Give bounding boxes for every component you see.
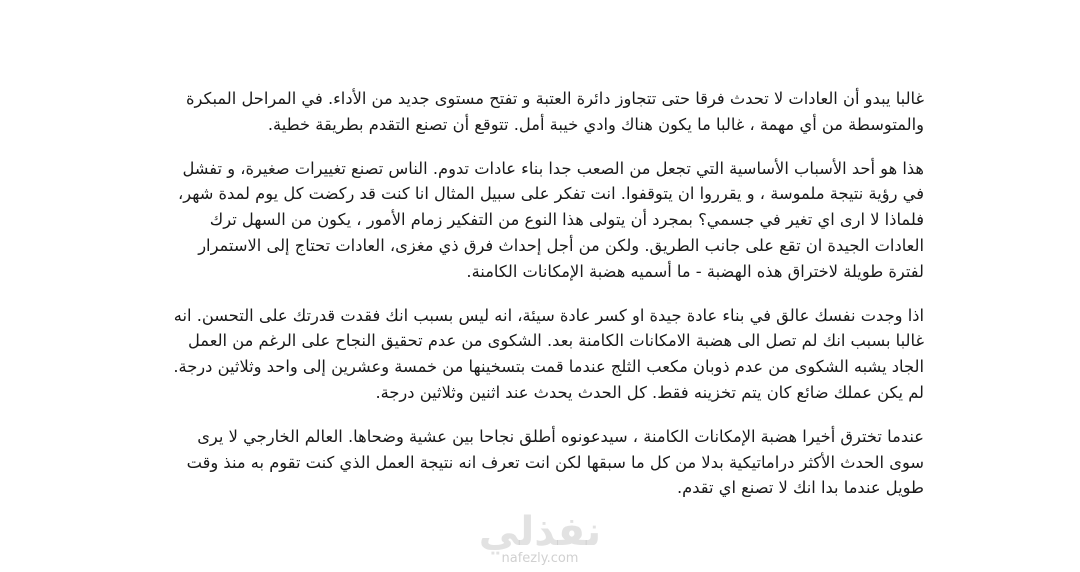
watermark	[470, 509, 610, 566]
paragraph-3: اذا وجدت نفسك عالق في بناء عادة جيدة او كسر عادة سيئة، انه ليس بسبب انك فقدت قدرتك على التحسن. انه غالبا بسبب انك لم تصل الى هضبة الامكانات الكامنة بعد. الشكوى من عدم تحقيق النجاح على الرغم من العمل الجاد يشبه الشكوى من عدم ذوبان مكعب الثلج عندما قمت بتسخينها من خمسة وعشرين إلى واحد وثلاثين درجة. لم يكن عملك ضائع كان يتم تخزينه فقط. كل الحدث يحدث عند اثنين وثلاثين درجة.	[173, 305, 924, 402]
watermark-url: nafezly.com	[501, 551, 579, 566]
paragraph-4: عندما تخترق أخيرا هضبة الإمكانات الكامنة ، سيدعونوه أطلق نجاحا بين عشية وضحاها. العالم الخارجي لا يرى سوى الحدث الأكثر دراماتيكية بدلا من كل ما سبقها لكن انت تعرف انه نتيجة العمل الذي كنت تقوم به منذ وقت طويل عندما بدا انك لا تصنع اي تقدم.	[186, 426, 924, 498]
paragraph-1: غالبا يبدو أن العادات لا تحدث فرقا حتى تتجاوز دائرة العتبة و تفتح مستوى جديد من الأداء. في المراحل المبكرة والمتوسطة من أي مهمة ، غالبا ما يكون هناك وادي خيبة أمل. تتوقع أن تصنع التقدم بطريقة خطية.	[185, 89, 924, 134]
article-body	[172, 86, 924, 519]
paragraph-2: هذا هو أحد الأسباب الأساسية التي تجعل من الصعب جدا بناء عادات تدوم. الناس تصنع تغييرات صغيرة، و تفشل في رؤية نتيجة ملموسة ، و يقرروا ان يتوقفوا. انت تفكر على سبيل المثال انا كنت قد ركضت كل يوم لمدة شهر، فلماذا لا ارى اي تغير في جسمي؟ بمجرد أن يتولى هذا النوع من التفكير زمام الأمور ، يكون من السهل ترك العادات الجيدة ان تقع على جانب الطريق. ولكن من أجل إحداث فرق ذي مغزى، العادات تحتاج إلى الاستمرار لفترة طويلة لاختراق هذه الهضبة - ما أسميه هضبة الإمكانات الكامنة.	[177, 158, 924, 281]
watermark-logo: نفذلي	[478, 509, 602, 555]
